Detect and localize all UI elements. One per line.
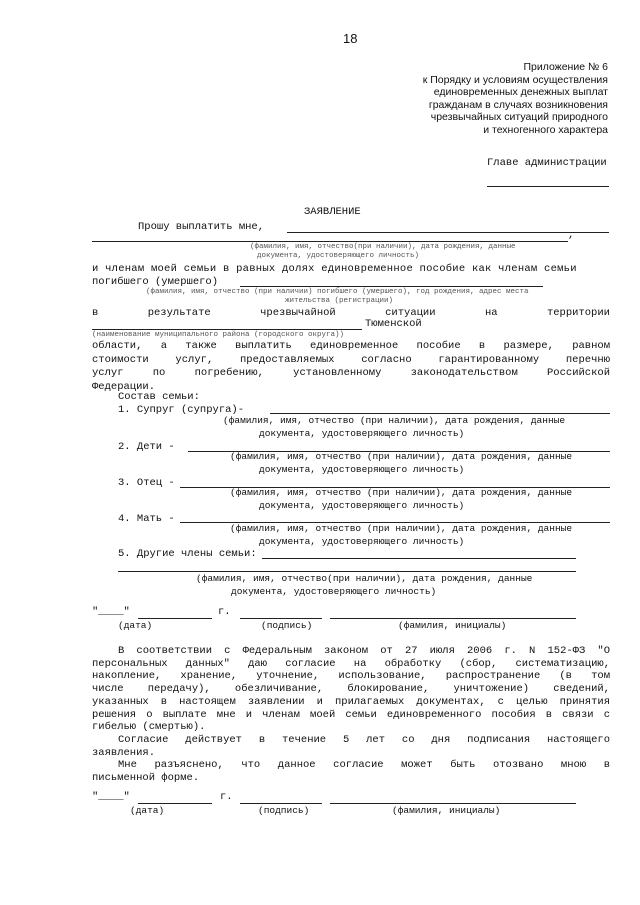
date-quote: "____"	[92, 791, 130, 803]
composition-label: Состав семьи:	[118, 391, 200, 403]
mother-hint: (фамилия, имя, отчество (при наличии), дата рождения, данные	[230, 523, 573, 534]
date-month-field[interactable]	[138, 618, 212, 619]
situation-paragraph	[92, 340, 610, 394]
date-quote: "____"	[92, 606, 130, 618]
father-hint: документа, удостоверяющего личность)	[259, 500, 465, 511]
request-comma: ,	[568, 229, 575, 241]
children-hint: документа, удостоверяющего личность)	[259, 464, 465, 475]
mother-label: 4. Мать -	[118, 513, 175, 525]
request-text: Прошу выплатить мне,	[138, 221, 265, 233]
paragraph-line: Федерации.	[92, 380, 156, 393]
paragraph-line: стоимости услуг, предоставляемых согласно гарантированному перечню	[92, 353, 610, 366]
father-label: 3. Отец -	[118, 477, 175, 489]
name-field[interactable]	[330, 618, 576, 619]
consent-line: Мне разъяснено, что данное согласие может быть отозвано мною в	[118, 759, 610, 772]
spouse-hint: документа, удостоверяющего личность)	[259, 428, 465, 439]
appendix-line: гражданам в случаях возникновения	[428, 98, 608, 111]
situation-word: результате	[147, 307, 211, 319]
situation-word: на	[484, 307, 498, 319]
consent-line: персональных данных" даю согласие на обработку (сбор, систематизацию,	[92, 657, 610, 670]
children-hint: (фамилия, имя, отчество (при наличии), дата рождения, данные	[230, 451, 573, 462]
consent-line: решения о выплате мне и членам моей семьи единовременного пособия в связи с	[92, 708, 610, 721]
addressee-field[interactable]	[487, 186, 609, 187]
addressee: Главе администрации	[487, 157, 607, 169]
paragraph-line: услуг по погребению, установленному законодательством Российской	[92, 367, 610, 379]
spouse-hint: (фамилия, имя, отчество (при наличии), дата рождения, данные	[223, 415, 566, 426]
paragraph-line: области, а также выплатить единовременное пособие в размере, равном	[92, 340, 610, 352]
others-label: 5. Другие члены семьи:	[118, 548, 257, 560]
others-hint: документа, удостоверяющего личность)	[231, 586, 437, 597]
date-hint: (дата)	[118, 620, 153, 631]
consent-line: заявления.	[92, 746, 156, 759]
appendix-line: и техногенного характера	[483, 123, 608, 136]
deceased-hint: (фамилия, имя, отчество (при наличии) погибшего (умершего), год рождения, адрес места	[146, 288, 529, 296]
name-hint: (фамилия, инициалы)	[398, 620, 507, 631]
spouse-label: 1. Супруг (супруга)-	[118, 404, 245, 416]
family-text: и членам моей семьи в равных долях единовременное пособие как членам семьи	[92, 263, 577, 275]
applicant-field-1[interactable]	[287, 232, 609, 233]
deceased-field[interactable]	[240, 286, 543, 287]
appendix-line: к Порядку и условиям осуществления	[422, 73, 608, 86]
others-hint: (фамилия, имя, отчество(при наличии), дата рождения, данные	[196, 573, 533, 584]
situation-line	[92, 307, 610, 319]
date-hint: (дата)	[130, 805, 165, 816]
year-label: г.	[220, 791, 233, 803]
situation-word: ситуации	[385, 307, 436, 319]
page-number: 18	[343, 31, 358, 46]
situation-word: чрезвычайной	[260, 307, 336, 319]
document-title: ЗАЯВЛЕНИЕ	[304, 206, 361, 218]
others-field-1[interactable]	[262, 558, 576, 559]
consent-line: гибелью (смертью).	[92, 721, 206, 734]
consent-paragraph	[92, 645, 610, 785]
children-label: 2. Дети -	[118, 441, 175, 453]
father-hint: (фамилия, имя, отчество (при наличии), дата рождения, данные	[230, 487, 573, 498]
situation-word: территории	[546, 307, 610, 319]
applicant-hint: (фамилия, имя, отчество(при наличии), дата рождения, данные	[250, 243, 516, 251]
appendix-header	[423, 61, 608, 136]
date-month-field-2[interactable]	[138, 803, 212, 804]
signature-field[interactable]	[240, 618, 322, 619]
deceased-hint: жительства (регистрации)	[285, 297, 394, 305]
family-text: погибшего (умершего)	[92, 276, 219, 288]
appendix-line: Приложение № 6	[523, 61, 608, 73]
year-label: г.	[218, 606, 231, 618]
consent-line: В соответствии с Федеральным законом от 27 июля 2006 г. N 152-ФЗ "О	[118, 645, 610, 657]
appendix-line: единовременных денежных выплат	[433, 86, 608, 98]
name-field-2[interactable]	[330, 803, 576, 804]
consent-line: накопление, хранение, уточнение, использование, распространение (в том	[92, 670, 610, 683]
mother-hint: документа, удостоверяющего личность)	[259, 536, 465, 547]
consent-line: числе передачу), обезличивание, блокирование, уничтожение) сведений,	[92, 683, 610, 696]
appendix-line: чрезвычайных ситуаций природного	[430, 111, 608, 123]
others-field-2[interactable]	[118, 571, 576, 572]
consent-line: письменной форме.	[92, 772, 200, 785]
signature-hint: (подпись)	[261, 620, 313, 631]
region-text: Тюменской	[365, 318, 422, 330]
signature-hint: (подпись)	[258, 805, 310, 816]
applicant-hint: документа, удостоверяющего личность)	[257, 252, 420, 260]
spouse-field[interactable]	[270, 413, 610, 414]
municipality-field[interactable]	[92, 329, 362, 330]
name-hint: (фамилия, инициалы)	[392, 805, 501, 816]
consent-line: Согласие действует в течение 5 лет со дня подписания настоящего	[118, 733, 610, 746]
signature-field-2[interactable]	[240, 803, 322, 804]
situation-word: в	[92, 307, 99, 319]
consent-line: указанных в настоящем заявлении и прилагаемых документах, с целью принятия	[92, 695, 610, 708]
applicant-field-2[interactable]	[92, 241, 568, 242]
municipality-hint: (наименование муниципального района (городского округа))	[92, 331, 345, 339]
